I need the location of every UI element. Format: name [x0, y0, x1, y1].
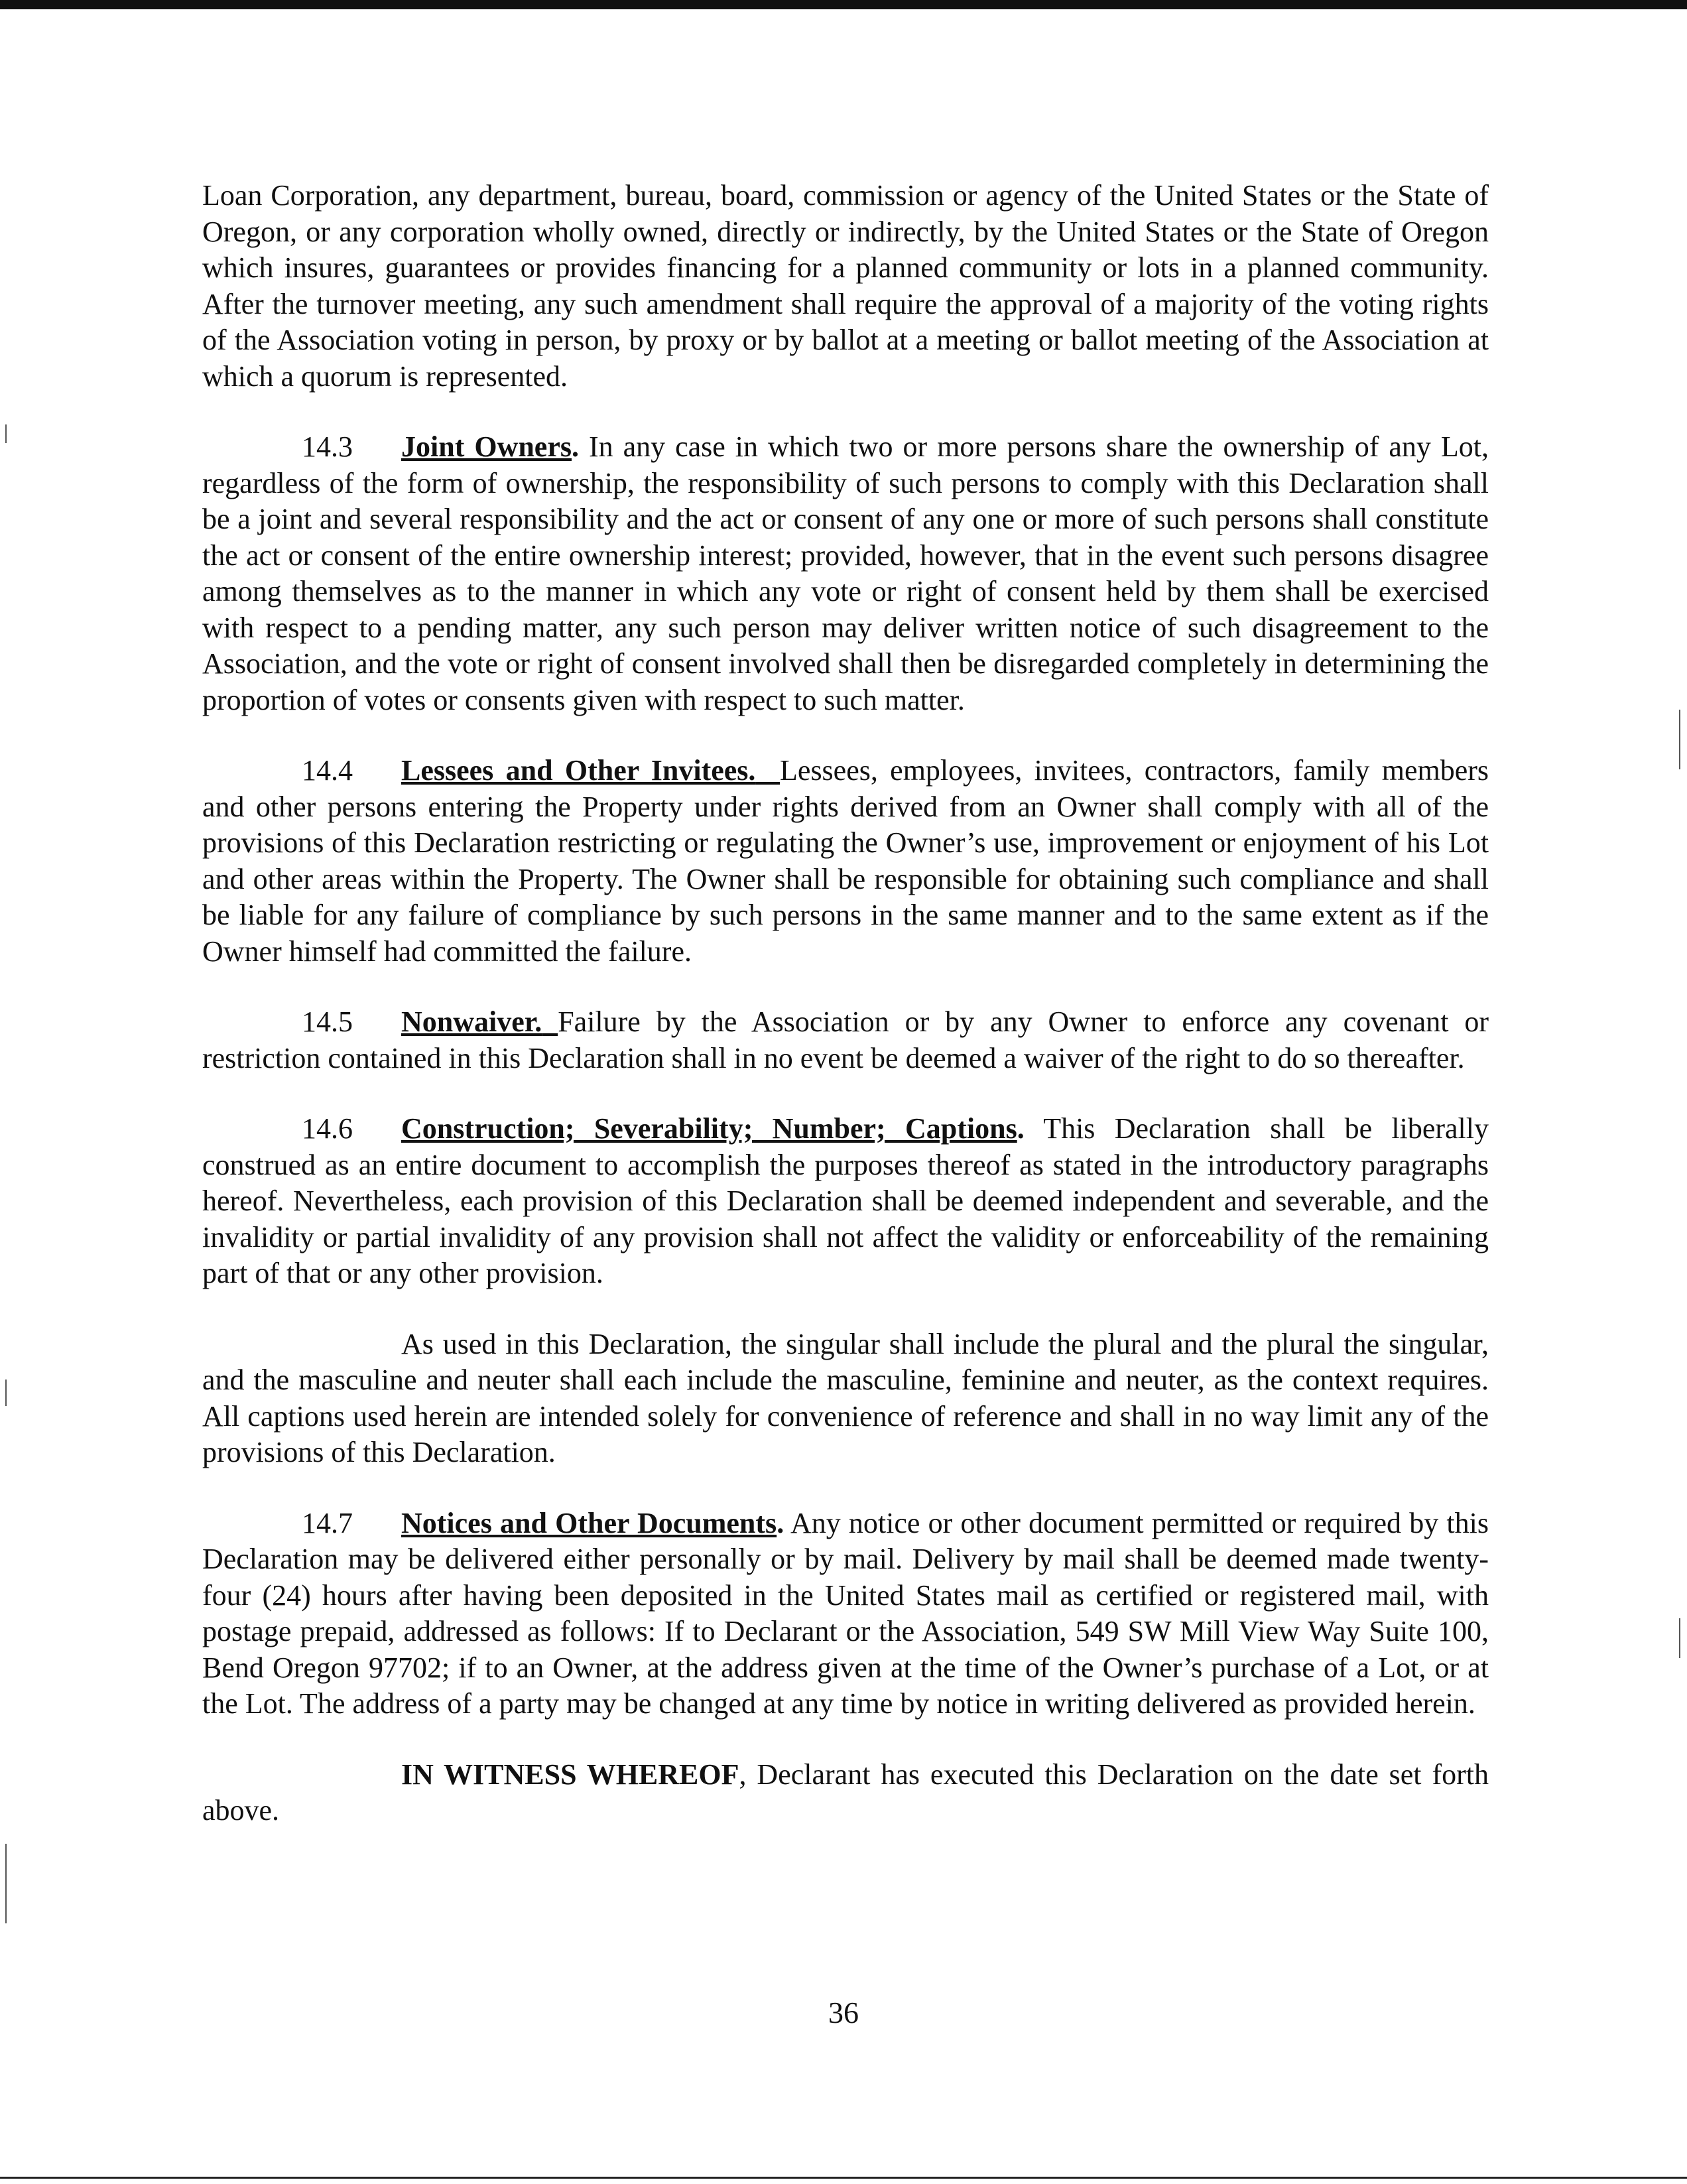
section-body: In any case in which two or more persons share the ownership of any Lot, regardless of the form of ownership, the responsibility of such persons to comply with this Declaration shall be a joint and several responsibility and the act or consent of any one or more of such persons shall constitute the act or consent of the entire ownership interest; provided, however, that in the event such persons disagree among themselves as to the manner in which any vote or right of consent held by them shall be exercised with respect to a pending matter, any such person may deliver written notice of such disagreement to the Association, and the vote or right of consent involved shall then be disregarded completely in determining the proportion of votes or consents given with respect to such matter. — [202, 430, 1489, 716]
section-body: Any notice or other document permitted or required by this Declaration may be delivered either personally or by mail. Delivery by mail shall be deemed made twenty-four (24) hours after having been deposited in the United States mail as certified or registered mail, with postage prepaid, addressed as follows: If to Declarant or the Association, 549 SW Mill View Way Suite 100, Bend Oregon 97702; if to an Owner, at the address given at the time of the Owner’s purchase of a Lot, or at the Lot. The address of a party may be changed at any time by notice in writing delivered as provided herein. — [202, 1506, 1489, 1720]
bottom-scan-border — [0, 2177, 1687, 2179]
heading-underline-tail — [755, 754, 780, 787]
witness-clause — [202, 1757, 1489, 1829]
right-scan-mark-upper — [1679, 710, 1680, 769]
section-heading-suffix: . — [777, 1506, 784, 1539]
heading-underline-tail — [542, 1005, 558, 1038]
witness-rest: , Declarant has executed this Declaration on the date set forth above. — [202, 1758, 1489, 1827]
left-scan-mark-middle — [5, 1380, 7, 1406]
usage-paragraph: As used in this Declaration, the singular shall include the plural and the plural the singular, and the masculine and neuter shall each include the masculine, feminine and neuter, as the context requires. All captions used herein are intended solely for convenience of reference and shall in no way limit any of the provisions of this Declaration. — [202, 1327, 1489, 1468]
document-body — [202, 178, 1489, 1829]
section-14-7 — [202, 1506, 1489, 1722]
section-body: This Declaration shall be liberally construed as an entire document to accomplish the purposes thereof as stated in the introductory paragraphs hereof. Nevertheless, each provision of this Declaration shall be deemed independent and severable, and the invalidity or partial invalidity of any provision shall not affect the validity or enforceability of the remaining part of that or any other provision. — [202, 1112, 1489, 1289]
section-number: 14.5 — [302, 1005, 353, 1038]
section-heading: Notices and Other Documents — [401, 1506, 777, 1539]
left-scan-mark-upper — [5, 424, 7, 443]
section-body: Lessees, employees, invitees, contractors, family members and other persons entering the Property under rights derived from an Owner shall comply with all of the provisions of this Declaration restricting or regulating the Owner’s use, improvement or enjoyment of his Lot and other areas within the Property. The Owner shall be responsible for obtaining such compliance and shall be liable for any failure of compliance by such persons in the same manner and to the same extent as if the Owner himself had committed the failure. — [202, 754, 1489, 968]
top-scan-border — [0, 0, 1687, 9]
section-number: 14.6 — [302, 1112, 353, 1145]
section-heading: Nonwaiver. — [401, 1005, 542, 1038]
section-14-6 — [202, 1111, 1489, 1292]
section-number: 14.3 — [302, 430, 353, 463]
section-heading-suffix: . — [571, 430, 579, 463]
section-heading: Lessees and Other Invitees. — [401, 754, 756, 787]
section-14-5 — [202, 1004, 1489, 1076]
section-number: 14.4 — [302, 754, 353, 787]
section-number: 14.7 — [302, 1506, 353, 1539]
section-heading: Joint Owners — [401, 430, 572, 463]
continuation-paragraph: Loan Corporation, any department, bureau, board, commission or agency of the United States or the State of Oregon, or any corporation wholly owned, directly or indirectly, by the United States or the State of Oregon which insures, guarantees or provides financing for a planned community or lots in a planned community. After the turnover meeting, any such amendment shall require the approval of a majority of the voting rights of the Association voting in person, by proxy or by ballot at a meeting or ballot meeting of the Association at which a quorum is represented. — [202, 179, 1489, 393]
section-heading-suffix: . — [1017, 1112, 1025, 1145]
right-scan-mark-lower — [1679, 1618, 1680, 1658]
page-number: 36 — [828, 1996, 859, 2029]
left-scan-mark-lower — [5, 1844, 7, 1923]
section-body: Failure by the Association or by any Owner to enforce any covenant or restriction contained in this Declaration shall in no event be deemed a waiver of the right to do so thereafter. — [202, 1005, 1489, 1074]
witness-lead: IN WITNESS WHEREOF — [401, 1758, 739, 1791]
section-heading: Construction; Severability; Number; Captions — [401, 1112, 1017, 1145]
section-14-4 — [202, 753, 1489, 970]
section-14-3 — [202, 429, 1489, 718]
